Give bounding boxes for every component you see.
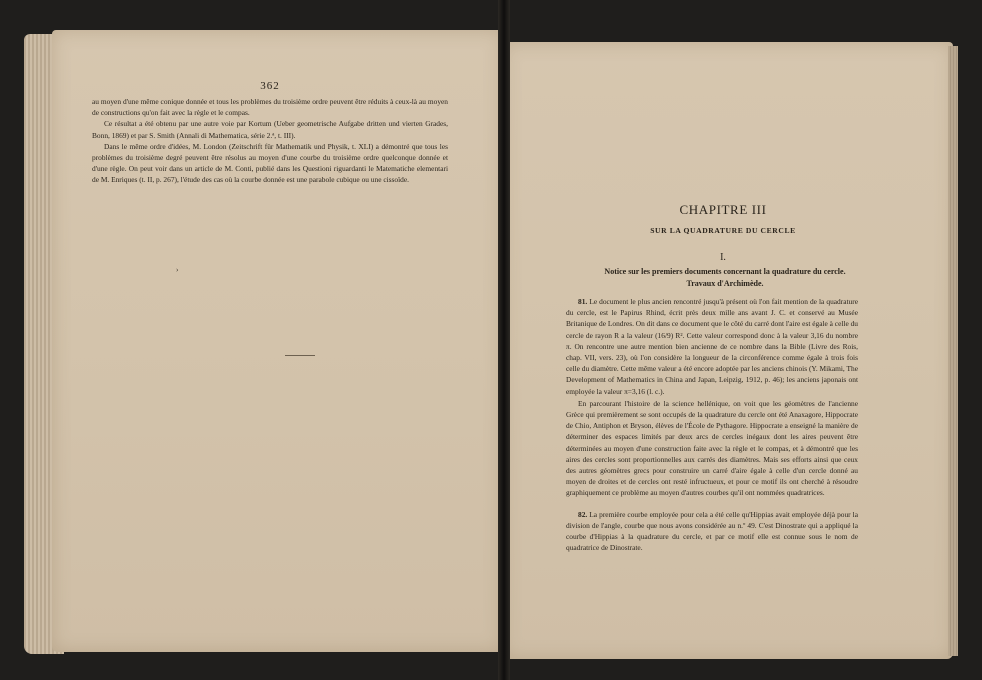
article-text: Le document le plus ancien rencontré jusqu'à présent où l'on fait mention de la quadrature du cercle, est le Papirus Rhind, écrit près deux mille ans avant J. C. et conservé au Musée Britanique de Londres. On dit dans ce document que le côté du carré dont l'aire est égale à celle du cercle de rayon R a la valeur (16/9) R². Cette valeur correspond donc à la valeur 3,16 du nombre π. On rencontre une autre mention bien ancienne de ce nombre dans la Bible (Livre des Rois, chap. VII, vers. 23), où l'on considère la longueur de la circonférence comme égale à trois fois celle du diamètre. Cette même valeur a été encore adoptée par les anciens chinois (Y. Mikami, The Development of Mathematics in China and Japan, Leipzig, 1912, p. 46); les anciens japonais ont employée la valeur π=3,16 (l. c.). <box>566 297 858 396</box>
article-paragraph <box>566 398 858 499</box>
section-title-line: Notice sur les premiers documents concernant la quadrature du cercle. <box>604 267 846 276</box>
article-number: 82. <box>578 509 588 519</box>
section-title <box>560 266 890 289</box>
article-text: En parcourant l'histoire de la science hellénique, on voit que les géomètres de l'ancienne Grèce qui premièrement se sont occupés de la quadrature du cercle ont été Anaxagore, Hippocrate de Chio, Antiphon et Bryson, élèves de l'École de Pythagore. Hippocrate a enseigné la manière de déterminer des espaces limités par deux arcs de cercles inégaux dont les aires peuvent être déterminées au moyen d'une construction faite avec la règle et le compas, et à démontré que les aires des cercles sont proportionnelles aux carrés des diamètres. Mais ses efforts ainsi que ceux des autres géomètres grecs pour construire un carré d'aire égale à celle d'un cercle donné au moyen de droites et de cercles ont resté infructueux, et pour ce motif ils ont cherché à résoudre graphiquement ce problème au moyen d'autres courbes qu'il ont nommées quadratrices. <box>566 398 858 498</box>
article-text: La première courbe employée pour cela a été celle qu'Hippias avait employée déjà pour la division de l'angle, courbe que nous avons considérée au n.º 49. C'est Dinostrate qui a appliqué la courbe d'Hippias à la quadrature du cercle, et par ce motif elle est connue sous le nom de quadratrice de Dinostrate. <box>566 509 858 553</box>
stray-mark: › <box>176 266 179 274</box>
article-paragraph <box>566 509 858 554</box>
left-paragraph: Ce résultat a été obtenu par une autre voie par Kortum (Ueber geometrische Aufgabe dritten und vierten Grades, Bonn, 1869) et par S. Smith (Annali di Mathematica, série 2.ª, t. III). <box>92 119 448 140</box>
article-number: 81. <box>578 297 588 306</box>
section-title-line: Travaux d'Archimède. <box>686 278 764 288</box>
chapter-title: CHAPITRE III <box>679 202 767 217</box>
chapter-subtitle: SUR LA QUADRATURE DU CERCLE <box>650 226 796 235</box>
left-paragraph: au moyen d'une même conique donnée et tous les problèmes du troisième ordre peuvent être réduits à ceux-là au moyen de constructions qu'on fait avec la règle et le compas. <box>92 97 448 118</box>
article-paragraph <box>566 296 858 397</box>
book-gutter <box>498 0 510 680</box>
left-paragraph: Dans le même ordre d'idées, M. London (Zeitschrift für Mathematik und Physik, t. XLI) a démontré que tous les problèmes du troisième degré peuvent être résolus au moyen d'une courbe du troisième ordre quelconque donnée et d'une règle. On peut voir dans un article de M. Conti, publié dans les Questioni riguardanti le Matematiche elementari de M. Enriques (t. II, p. 267), l'étude des cas où la courbe donnée est une parabole cubique ou une cissoïde. <box>92 141 448 185</box>
right-page-body <box>566 296 858 554</box>
end-rule <box>285 355 315 356</box>
page-number: 362 <box>260 80 280 92</box>
left-page-body <box>92 96 448 186</box>
right-page-edge <box>948 46 958 656</box>
section-number: I. <box>720 252 726 263</box>
